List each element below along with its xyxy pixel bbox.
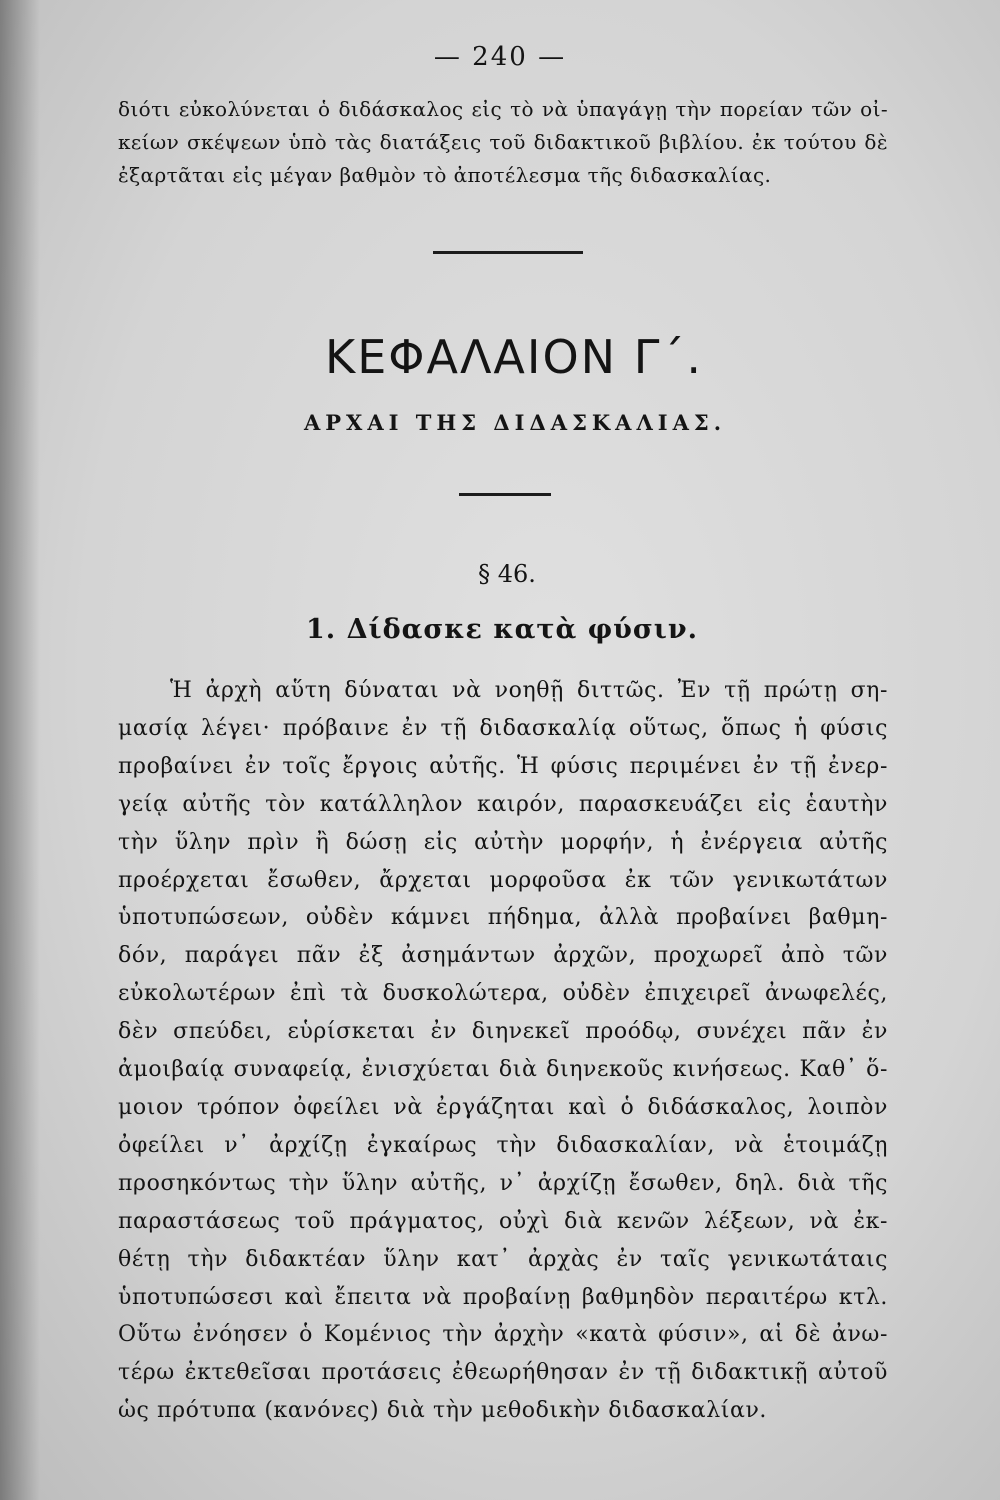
section-heading: 1. Δίδασκε κατὰ φύσιν.: [306, 614, 698, 645]
body-line: γείᾳ αὐτῆς τὸν κατάλληλον καιρόν, παρασκευάζει εἰς ἑαυτὴν: [118, 791, 888, 817]
body-line: μοιον τρόπον ὀφείλει νὰ ἐργάζηται καὶ ὁ διδάσκαλος, λοιπὸν: [118, 1094, 888, 1120]
body-line: ὑποτυπώσεων, οὐδὲν κάμνει πήδημα, ἀλλὰ προβαίνει βαθμη-: [118, 905, 888, 931]
body-line: δὲν σπεύδει, εὑρίσκεται ἐν διηνεκεῖ προόδῳ, συνέχει πᾶν ἐν: [118, 1019, 888, 1045]
body-line: παραστάσεως τοῦ πράγματος, οὐχὶ διὰ κενῶν λέξεων, νὰ ἐκ-: [118, 1208, 888, 1234]
divider-rule: [433, 251, 583, 254]
body-line: Ἡ ἀρχὴ αὕτη δύναται νὰ νοηθῇ διττῶς. Ἐν τῇ πρώτῃ ση-: [170, 678, 888, 703]
body-line: ὀφείλει ν᾽ ἀρχίζῃ ἐγκαίρως τὴν διδασκαλίαν, νὰ ἑτοιμάζῃ: [118, 1132, 888, 1158]
section-number: § 46.: [478, 560, 536, 588]
body-line: Οὕτω ἐνόησεν ὁ Κομένιος τὴν ἀρχὴν «κατὰ φύσιν», αἱ δὲ ἀνω-: [118, 1322, 888, 1348]
body-line: δόν, παράγει πᾶν ἐξ ἀσημάντων ἀρχῶν, προχωρεῖ ἀπὸ τῶν: [118, 943, 888, 969]
divider-rule: [459, 493, 551, 496]
body-line: τέρω ἐκτεθεῖσαι προτάσεις ἐθεωρήθησαν ἐν τῇ διδακτικῇ αὐτοῦ: [118, 1360, 888, 1386]
intro-line: διότι εὐκολύνεται ὁ διδάσκαλος εἰς τὸ νὰ ὑπαγάγῃ τὴν πορείαν τῶν οἰ-: [118, 97, 888, 121]
intro-line: κείων σκέψεων ὑπὸ τὰς διατάξεις τοῦ διδακτικοῦ βιβλίου. ἐκ τούτου δὲ: [118, 130, 888, 154]
body-line: ὡς πρότυπα (κανόνες) διὰ τὴν μεθοδικὴν διδασκαλίαν.: [118, 1398, 768, 1424]
chapter-title: ΚΕΦΑΛΑΙΟΝ Γ΄.: [325, 330, 703, 384]
body-line: θέτῃ τὴν διδακτέαν ὕλην κατ᾽ ἀρχὰς ἐν ταῖς γενικωτάταις: [118, 1246, 888, 1272]
body-paragraph: [118, 672, 888, 1430]
intro-paragraph: [118, 93, 888, 192]
body-line: προσηκόντως τὴν ὕλην αὐτῆς, ν᾽ ἀρχίζῃ ἔσωθεν, δηλ. διὰ τῆς: [118, 1170, 888, 1196]
chapter-subtitle: ΑΡΧΑΙ ΤΗΣ ΔΙΔΑΣΚΑΛΙΑΣ.: [303, 410, 727, 435]
body-line: προβαίνει ἐν τοῖς ἔργοις αὐτῆς. Ἡ φύσις περιμένει ἐν τῇ ἐνερ-: [118, 753, 888, 779]
body-line: προέρχεται ἔσωθεν, ἄρχεται μορφοῦσα ἐκ τῶν γενικωτάτων: [118, 867, 888, 893]
intro-line: ἐξαρτᾶται εἰς μέγαν βαθμὸν τὸ ἀποτέλεσμα τῆς διδασκαλίας.: [118, 163, 772, 187]
page-number: — 240 —: [433, 42, 567, 72]
body-line: ἀμοιβαίᾳ συναφείᾳ, ἐνισχύεται διὰ διηνεκοῦς κινήσεως. Καθ᾽ ὅ-: [118, 1057, 888, 1083]
body-line: εὐκολωτέρων ἐπὶ τὰ δυσκολώτερα, οὐδὲν ἐπιχειρεῖ ἀνωφελές,: [118, 981, 888, 1007]
page-edge-shadow: [0, 0, 40, 1500]
body-line: τὴν ὕλην πρὶν ἢ δώσῃ εἰς αὐτὴν μορφήν, ἡ ἐνέργεια αὐτῆς: [118, 829, 888, 855]
body-line: μασίᾳ λέγει· πρόβαινε ἐν τῇ διδασκαλίᾳ οὕτως, ὅπως ἡ φύσις: [118, 715, 888, 741]
body-line: ὑποτυπώσεσι καὶ ἔπειτα νὰ προβαίνῃ βαθμηδὸν περαιτέρω κτλ.: [118, 1284, 888, 1310]
